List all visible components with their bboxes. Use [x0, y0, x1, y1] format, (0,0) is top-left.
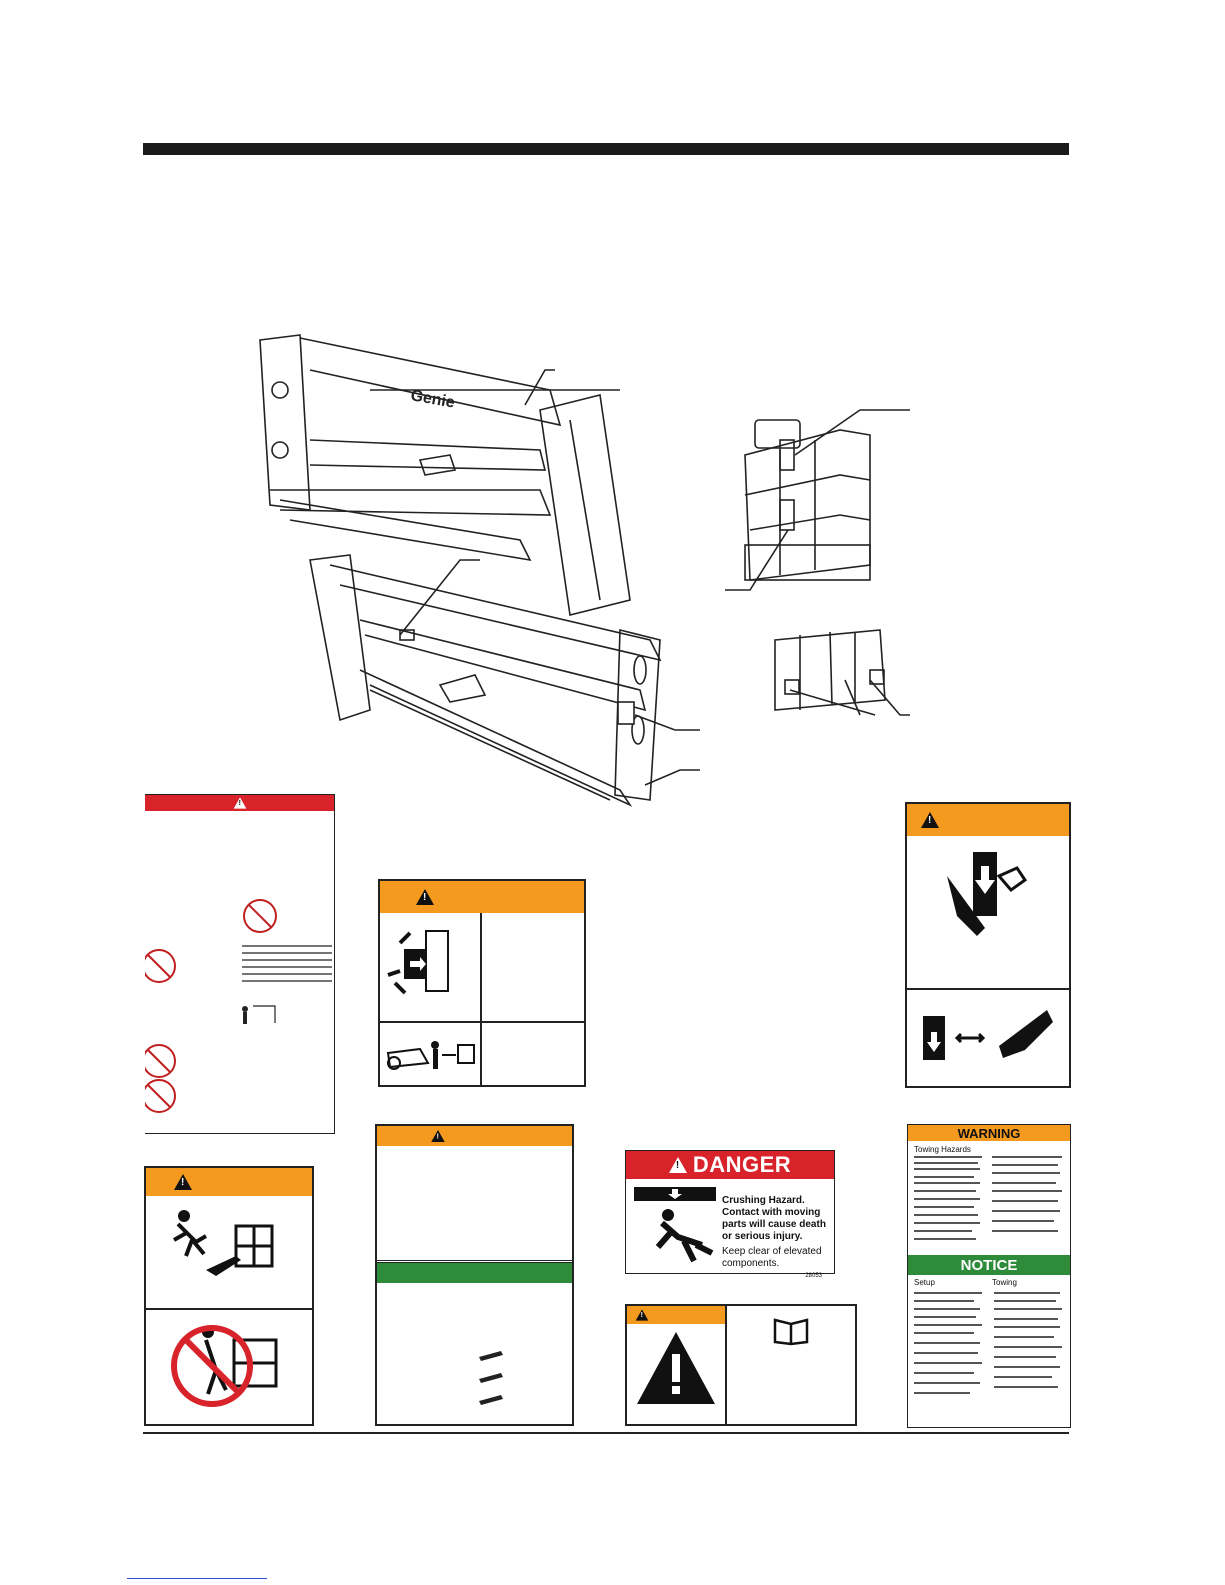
- warning-triangle-icon: [669, 1157, 687, 1173]
- platform-rear-illustration: [760, 620, 920, 730]
- large-warning-icon: [627, 1324, 725, 1424]
- towing-warning-word: WARNING: [957, 1125, 1021, 1141]
- decal-header: [145, 795, 334, 811]
- genie-logo-text: Genie: [409, 387, 457, 412]
- danger-text-6: components.: [722, 1258, 780, 1269]
- danger-part-number: 28053: [805, 1273, 822, 1279]
- decal-header: [377, 1126, 572, 1146]
- warning-triangle-icon: [636, 1309, 649, 1320]
- danger-header: [626, 1151, 834, 1179]
- notice-header: [377, 1263, 572, 1283]
- towing-hazards-fineprint: [914, 1154, 1064, 1250]
- footer-rule: [143, 1432, 1069, 1434]
- towing-notice-header: [908, 1255, 1070, 1275]
- danger-text-3: parts will cause death: [722, 1219, 826, 1230]
- decal-hand-crush: [905, 802, 1071, 1088]
- keep-clear-pictogram: [380, 1023, 482, 1087]
- warning-triangle-icon: [416, 889, 434, 905]
- towing-towing-title: Towing: [992, 1278, 1017, 1287]
- notice-pictograms: [377, 1283, 572, 1423]
- crushing-pictogram: [632, 1185, 722, 1282]
- danger-text-5: Keep clear of elevated: [722, 1246, 822, 1257]
- decal-multi-warning: [145, 794, 335, 1134]
- hand-crush-pictogram: [907, 836, 1069, 990]
- footer-link-underline[interactable]: [127, 1578, 267, 1579]
- warning-triangle-icon: [233, 797, 246, 808]
- towing-hazards-title: Towing Hazards: [914, 1145, 971, 1154]
- towing-warning-header: [908, 1125, 1070, 1141]
- platform-illustration: [720, 400, 920, 600]
- decal-header: [907, 804, 1069, 836]
- manual-book-icon: [727, 1306, 855, 1424]
- towing-notice-word: NOTICE: [960, 1256, 1018, 1274]
- decal-header: [146, 1168, 312, 1196]
- no-climb-pictogram: [146, 1310, 312, 1425]
- towing-setup-title: Setup: [914, 1278, 935, 1287]
- decal-read-manual: [625, 1304, 857, 1426]
- decal-header: [380, 881, 584, 913]
- crush-pictogram: [380, 913, 482, 1021]
- danger-text-2: Contact with moving: [722, 1207, 821, 1218]
- decal-danger-crushing: [625, 1150, 835, 1279]
- decal-fall-hazard: [144, 1166, 314, 1426]
- decal-pictograms: [145, 811, 335, 1131]
- warning-triangle-icon: [174, 1174, 192, 1190]
- decal-header: [627, 1306, 725, 1324]
- warning-triangle-icon: [431, 1130, 445, 1142]
- towing-notice-fineprint: [908, 1290, 1068, 1414]
- decal-towing: [907, 1124, 1071, 1428]
- keep-hands-clear-pictogram: [907, 990, 1069, 1088]
- boom-illustration: [240, 330, 710, 820]
- decal-crush-hazard: [378, 879, 586, 1087]
- header-rule: [143, 143, 1069, 155]
- danger-signal-word: DANGER: [692, 1152, 792, 1177]
- warning-triangle-icon: [921, 812, 939, 828]
- danger-text-1: Crushing Hazard.: [722, 1195, 805, 1206]
- danger-text-4: or serious injury.: [722, 1231, 803, 1242]
- decal-warning-notice: [375, 1124, 574, 1426]
- fall-pictogram: [146, 1196, 312, 1310]
